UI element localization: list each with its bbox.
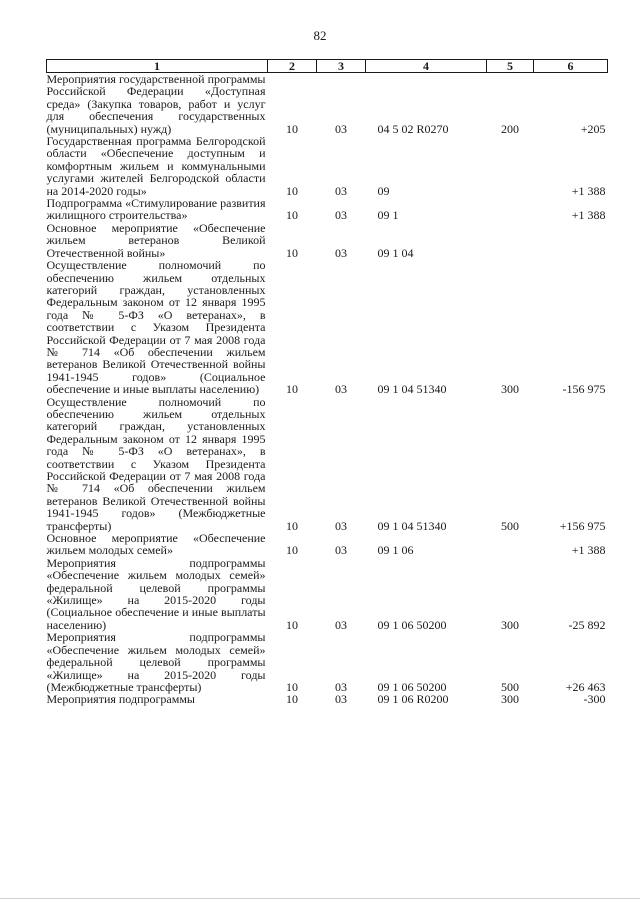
table-row [47, 396, 608, 532]
row-subsection: 03 [335, 121, 347, 136]
table-row [47, 135, 608, 197]
column-header-6: 6 [534, 60, 608, 73]
budget-table [46, 59, 608, 706]
row-name: Мероприятия подпрограммы «Обеспечение жильем молодых семей» федеральной целевой программы «Жилище» на 2015-2020 годы (Межбюджетные трансферты) [46, 630, 266, 694]
row-name: Основное мероприятие «Обеспечение жильем ветеранов Великой Отечественной войны» [46, 220, 266, 260]
row-sum: +1 388 [571, 208, 606, 223]
row-expense-type [487, 197, 534, 222]
row-code: 09 1 04 51340 [377, 518, 447, 533]
row-name: Мероприятия подпрограммы «Обеспечение жильем молодых семей» федеральной целевой программы «Жилище» на 2015-2020 годы (Социальное обеспечение и иные выплаты населению) [46, 555, 266, 632]
row-section: 10 [286, 382, 298, 397]
row-subsection: 03 [335, 382, 347, 397]
row-sum: -300 [583, 692, 606, 707]
row-code: 09 1 06 50200 [377, 617, 447, 632]
column-header-3: 3 [317, 60, 366, 73]
row-sum: +1 388 [571, 183, 606, 198]
row-code: 09 1 06 [377, 543, 414, 558]
table-row [47, 73, 608, 136]
row-expense-type [487, 135, 534, 197]
row-subsection: 03 [335, 692, 347, 707]
row-name: Осуществление полномочий по обеспечению жильем отдельных категорий граждан, установленных Федеральным законом от 12 января 1995 года № 5-ФЗ «О ветеранах», в соответствии с Указом Президента Российской Федерации от 7 мая 2008 года № 714 «Об обеспечении жильем ветеранов Великой Отечественной войны 1941-1945 годов» (Социальное обеспечение и иные выплаты населению) [46, 258, 266, 397]
row-expense-type: 500 [501, 679, 519, 694]
row-section: 10 [286, 121, 298, 136]
table-row [47, 259, 608, 395]
row-expense-type: 300 [501, 382, 519, 397]
row-subsection: 03 [335, 617, 347, 632]
table-row [47, 693, 608, 705]
row-code: 09 [377, 183, 390, 198]
row-section: 10 [286, 543, 298, 558]
row-expense-type: 300 [501, 617, 519, 632]
row-code: 09 1 06 50200 [377, 679, 447, 694]
row-section: 10 [286, 245, 298, 260]
row-code: 04 5 02 R0270 [377, 121, 449, 136]
row-section: 10 [286, 208, 298, 223]
row-name: Основное мероприятие «Обеспечение жильем молодых семей» [46, 531, 266, 558]
table-row [47, 557, 608, 631]
row-section: 10 [286, 617, 298, 632]
column-header-1: 1 [47, 60, 268, 73]
page-number: 82 [313, 28, 327, 43]
row-expense-type [487, 222, 534, 259]
row-subsection: 03 [335, 183, 347, 198]
row-name: Государственная программа Белгородской области «Обеспечение доступным и комфортным жильем и коммунальными услугами жителей Белгородской области на 2014-2020 годы» [46, 134, 266, 198]
row-section: 10 [286, 518, 298, 533]
column-header-2: 2 [268, 60, 317, 73]
row-name: Мероприятия государственной программы Российской Федерации «Доступная среда» (Закупка товаров, работ и услуг для обеспечения государственных (муниципальных) нужд) [46, 72, 266, 136]
row-sum: -156 975 [562, 382, 606, 397]
row-expense-type: 200 [501, 121, 519, 136]
row-sum: +1 388 [571, 543, 606, 558]
header-row [47, 60, 608, 73]
row-sum: +26 463 [565, 679, 606, 694]
row-sum [534, 222, 608, 259]
row-subsection: 03 [335, 543, 347, 558]
row-subsection: 03 [335, 679, 347, 694]
table-row [47, 631, 608, 693]
row-code: 09 1 04 [377, 245, 414, 260]
bottom-scan-line [0, 898, 640, 899]
row-code: 09 1 [377, 208, 399, 223]
table-row [47, 222, 608, 259]
row-name: Осуществление полномочий по обеспечению жильем отдельных категорий граждан, установленных Федеральным законом от 12 января 1995 года № 5-ФЗ «О ветеранах», в соответствии с Указом Президента Российской Федерации от 7 мая 2008 года № 714 «Об обеспечении жильем ветеранов Великой Отечественной войны 1941-1945 годов» (Межбюджетные трансферты) [46, 394, 266, 533]
row-sum: +205 [580, 121, 606, 136]
row-section: 10 [286, 692, 298, 707]
row-subsection: 03 [335, 518, 347, 533]
row-name: Подпрограмма «Стимулирование развития жилищного строительства» [46, 196, 266, 223]
row-sum: +156 975 [559, 518, 606, 533]
table-row [47, 532, 608, 557]
row-section: 10 [286, 679, 298, 694]
row-subsection: 03 [335, 245, 347, 260]
column-header-4: 4 [366, 60, 487, 73]
row-expense-type: 300 [501, 692, 519, 707]
row-code: 09 1 04 51340 [377, 382, 447, 397]
column-header-5: 5 [487, 60, 534, 73]
row-name: Мероприятия подпрограммы [46, 692, 195, 707]
row-section: 10 [286, 183, 298, 198]
table-row [47, 197, 608, 222]
row-expense-type [487, 532, 534, 557]
row-expense-type: 500 [501, 518, 519, 533]
row-sum: -25 892 [568, 617, 606, 632]
row-code: 09 1 06 R0200 [377, 692, 449, 707]
row-subsection: 03 [335, 208, 347, 223]
